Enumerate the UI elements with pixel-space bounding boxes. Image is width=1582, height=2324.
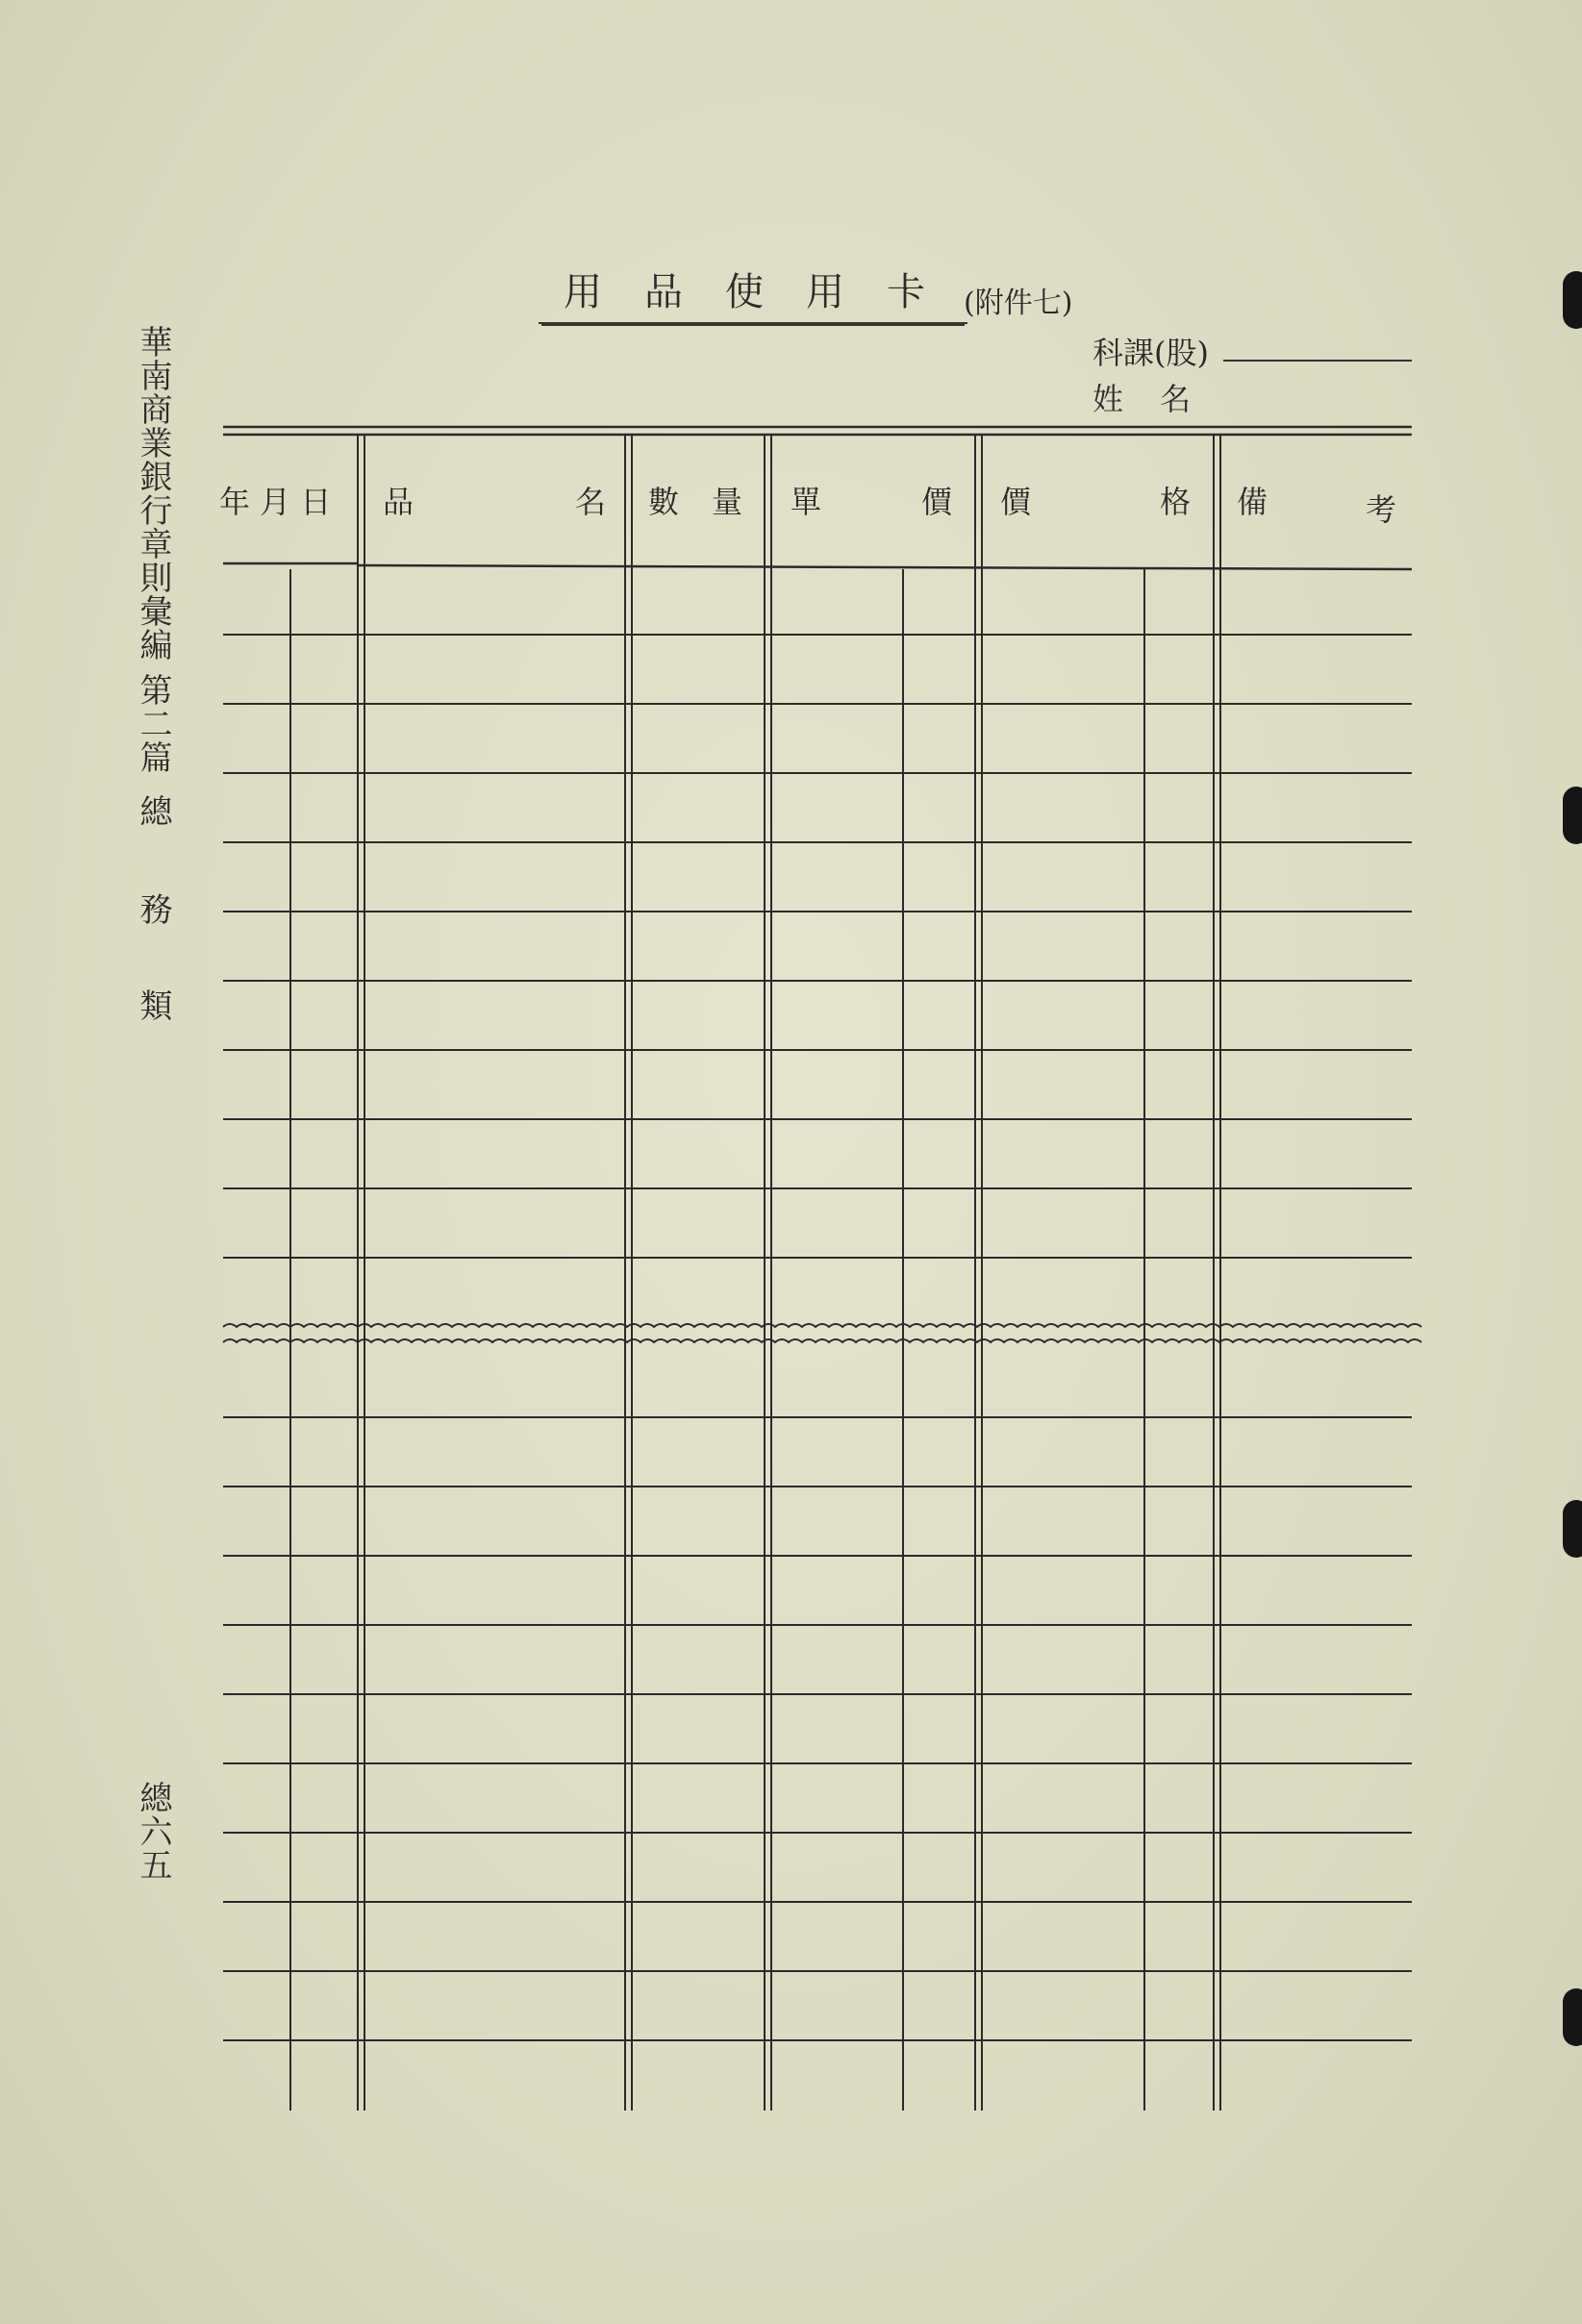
header-quantity-start: 數 <box>648 484 680 520</box>
header-unit-price-start: 單 <box>791 484 822 520</box>
page-number: 總六五 <box>134 1781 172 1882</box>
department-label: 科課(股) <box>1092 335 1209 371</box>
break-wave-line <box>223 1324 1421 1327</box>
header-item-end: 名 <box>575 484 607 520</box>
section-label: 第二篇 <box>134 673 172 774</box>
header-price-start: 價 <box>1000 484 1032 520</box>
appendix-label: (附件七) <box>964 287 1073 320</box>
form-title: 用品使用卡 <box>539 262 967 324</box>
binder-hole <box>1563 787 1582 844</box>
binder-hole <box>1563 1988 1582 2046</box>
break-wave-line <box>223 1339 1421 1342</box>
header-rule <box>358 565 1412 569</box>
binder-hole <box>1563 1500 1582 1558</box>
header-unit-price-end: 價 <box>921 484 953 520</box>
category-char-3: 類 <box>134 988 172 1022</box>
binder-hole <box>1563 271 1582 329</box>
name-label: 姓 名 <box>1092 381 1205 417</box>
category-char-2: 務 <box>134 892 172 926</box>
book-title: 華南商業銀行章則彙編 <box>134 325 172 662</box>
header-date: 年 月 日 <box>219 484 332 520</box>
header-quantity-end: 量 <box>712 484 743 520</box>
header-item-start: 品 <box>383 484 414 520</box>
header-remarks-start: 備 <box>1237 484 1268 520</box>
category-char-1: 總 <box>134 794 172 828</box>
header-remarks-end: 考 <box>1366 491 1397 528</box>
header-price-end: 格 <box>1160 484 1192 520</box>
